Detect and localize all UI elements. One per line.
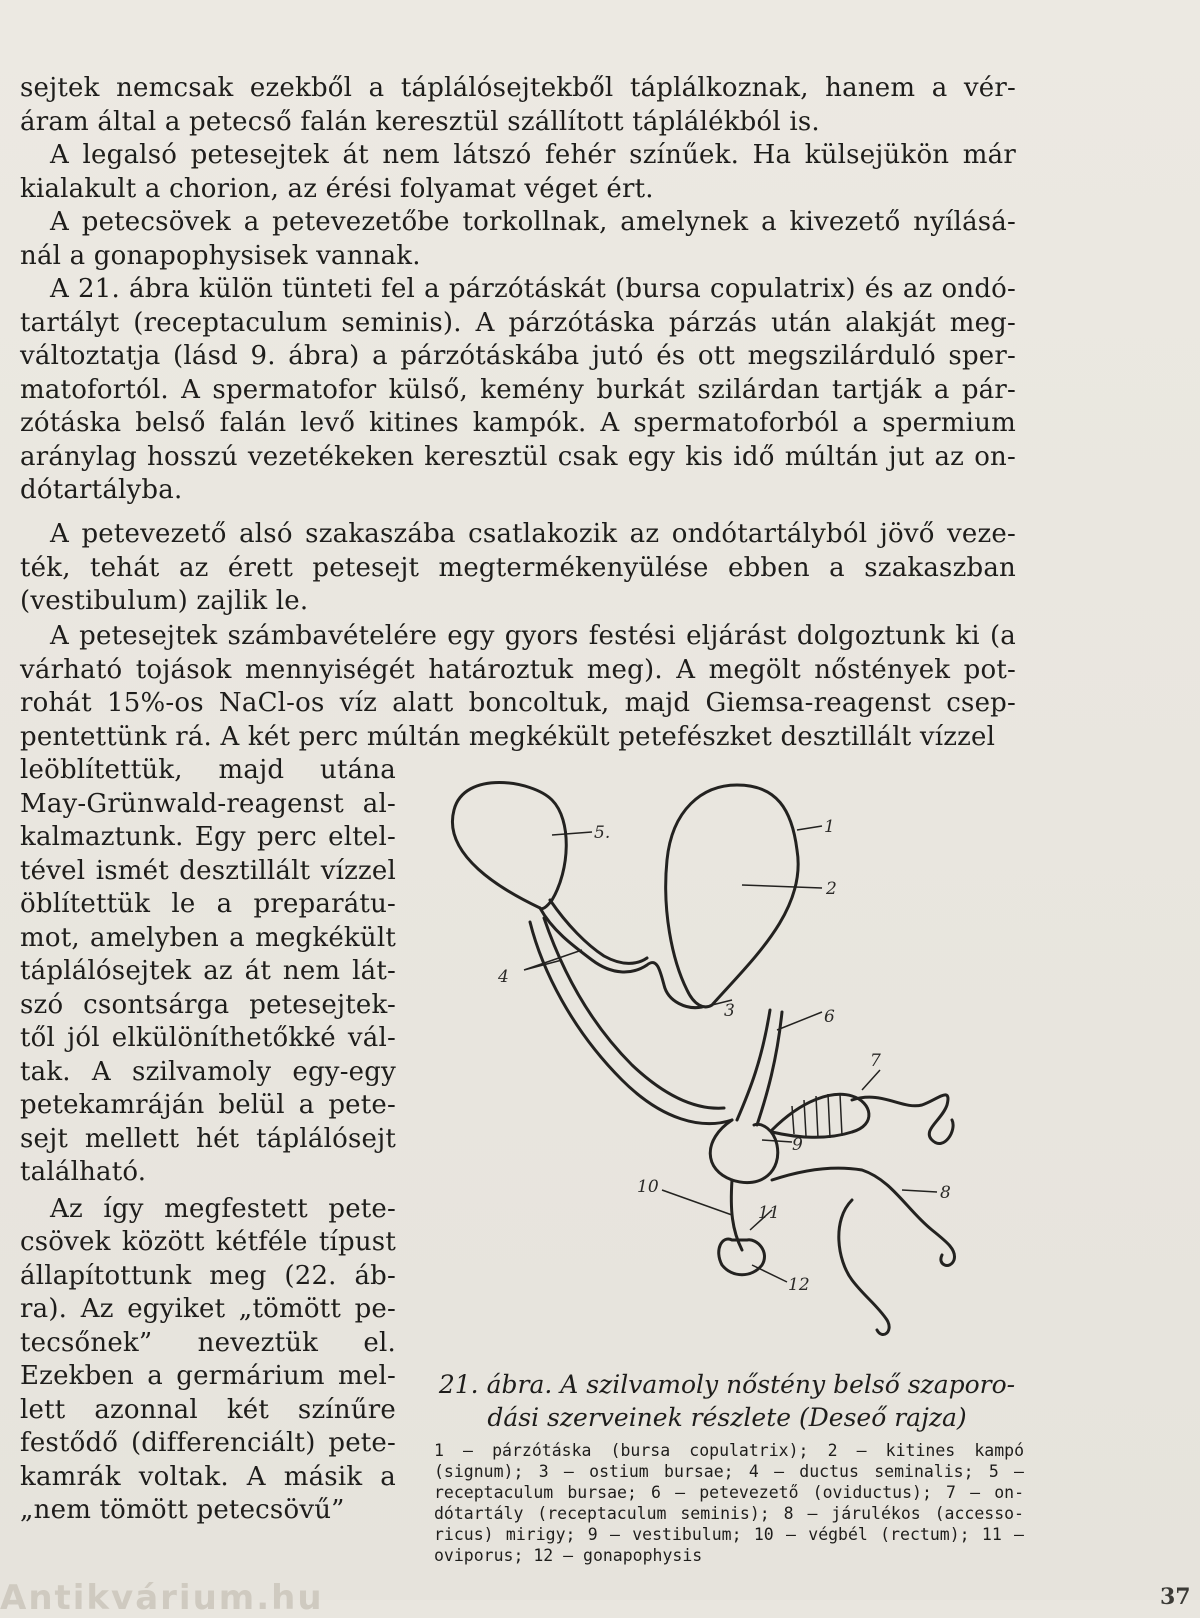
accessory-gland-shape: [772, 1168, 955, 1265]
label-4: 4: [498, 967, 509, 987]
label-1: 1: [824, 817, 835, 837]
paragraph-6-continued: leöblítettük, majd utána May-Grünwald-reagenst al-kalmaztunk. Egy perc eltel-tével ismét desztillált vízzel öblítettük le a preparátu-mot, amelyben a megkékült táplálósejtek az át nem lát-szó csontsárga petesejtek-től jól elkülöníthetőkké vál-tak. A szilvamoly egy-egy petekamráján belül a pete-sejt mellett hét táplálósejt található.: [20, 755, 396, 1187]
paragraph-5: A petevezető alsó szakaszába csatlakozik az ondótartályból jövő veze-ték, tehát az érett petesejt megtermékenyülése ebben a szakaszban (vestibulum) zajlik le.: [20, 519, 1016, 616]
paragraph-3: A petecsövek a petevezetőbe torkollnak, amelynek a kivezető nyílásá-nál a gonapophysisek vannak.: [20, 207, 1016, 271]
receptaculum-bursae-shape: [452, 783, 566, 909]
gonapophysis-shape: [719, 1239, 765, 1275]
label-7: 7: [870, 1051, 881, 1071]
watermark: Antikvárium.hu: [0, 1578, 324, 1618]
reproductive-organs-illustration: [432, 760, 1024, 1340]
bursa-copulatrix-shape: [666, 785, 798, 1007]
figure-caption-legend: 1 — párzótáska (bursa copulatrix); 2 — kitines kampó (signum); 3 — ostium bursae; 4 — ductus seminalis; 5 — receptaculum bursae; 6 — petevezető (oviductus); 7 — on-dótartály (receptaculum seminis); 8 — járulékos (accesso-ricus) mirigy; 9 — vestibulum; 10 — végbél (rectum); 11 — oviporus; 12 — gonapophysis: [434, 1441, 1024, 1565]
left-column-text: [20, 754, 396, 1528]
paragraph-6: A petesejtek számbavételére egy gyors festési eljárást dolgoztunk ki (a várható tojások mennyiségét határoztuk meg). A megölt nőstények pot-rohát 15%-os NaCl-os víz alatt boncoltuk, majd Giemsa-reagenst csep-pentettünk rá. A két perc múltán megkékült petefészket desztillált vízzel: [20, 621, 1016, 752]
ductus-seminalis-shape: [530, 922, 732, 1124]
label-3: 3: [724, 1001, 735, 1021]
paragraph-2: A legalsó petesejtek át nem látszó fehér színűek. Ha külsejükön már kialakult a chorion, az érési folyamat véget ért.: [20, 140, 1016, 204]
vestibulum-shape: [710, 1120, 778, 1183]
ductus-bursae-shape: [540, 908, 702, 1008]
paragraph-4: A 21. ábra külön tünteti fel a párzótáskát (bursa copulatrix) és az ondó-tartályt (receptaculum seminis). A párzótáska párzás után alakját meg-változtatja (lásd 9. ábra) a párzótáskába jutó és ott megszilárduló sper-matofortól. A spermatofor külső, kemény burkát szilárdan tartják a pár-zótáska belső falán levő kitines kampók. A spermatoforból a spermium aránylag hosszú vezetékeken keresztül csak egy kis idő múltán jut az on-dótartályba.: [20, 274, 1016, 505]
label-6: 6: [824, 1007, 835, 1027]
label-8: 8: [940, 1183, 951, 1203]
label-2: 2: [826, 879, 837, 899]
paragraph-7: Az így megfestett pete-csövek között kétféle típust állapítottunk meg (22. áb-ra). Az egyiket „tömött pe-tecsőnek” neveztük el. Ezekben a germárium mel-lett azonnal két színűre festődő (differenciált) pete-kamrák voltak. A másik a „nem tömött petecsövű”: [20, 1193, 396, 1525]
figure-21-drawing: [432, 760, 1024, 1340]
label-10: 10: [637, 1177, 659, 1197]
paragraph-1: sejtek nemcsak ezekből a táplálósejtekből táplálkoznak, hanem a vér-áram által a petecső falán keresztül szállított táplálékból is.: [20, 73, 1016, 137]
page-number: 37: [1160, 1584, 1191, 1610]
label-9: 9: [792, 1135, 803, 1155]
label-5: 5.: [594, 823, 611, 843]
label-11: 11: [758, 1203, 780, 1223]
figure-caption-title: 21. ábra. A szilvamoly nőstény belső szaporo-dási szerveinek részlete (Deseő rajza): [438, 1370, 1016, 1432]
label-12: 12: [788, 1275, 810, 1295]
